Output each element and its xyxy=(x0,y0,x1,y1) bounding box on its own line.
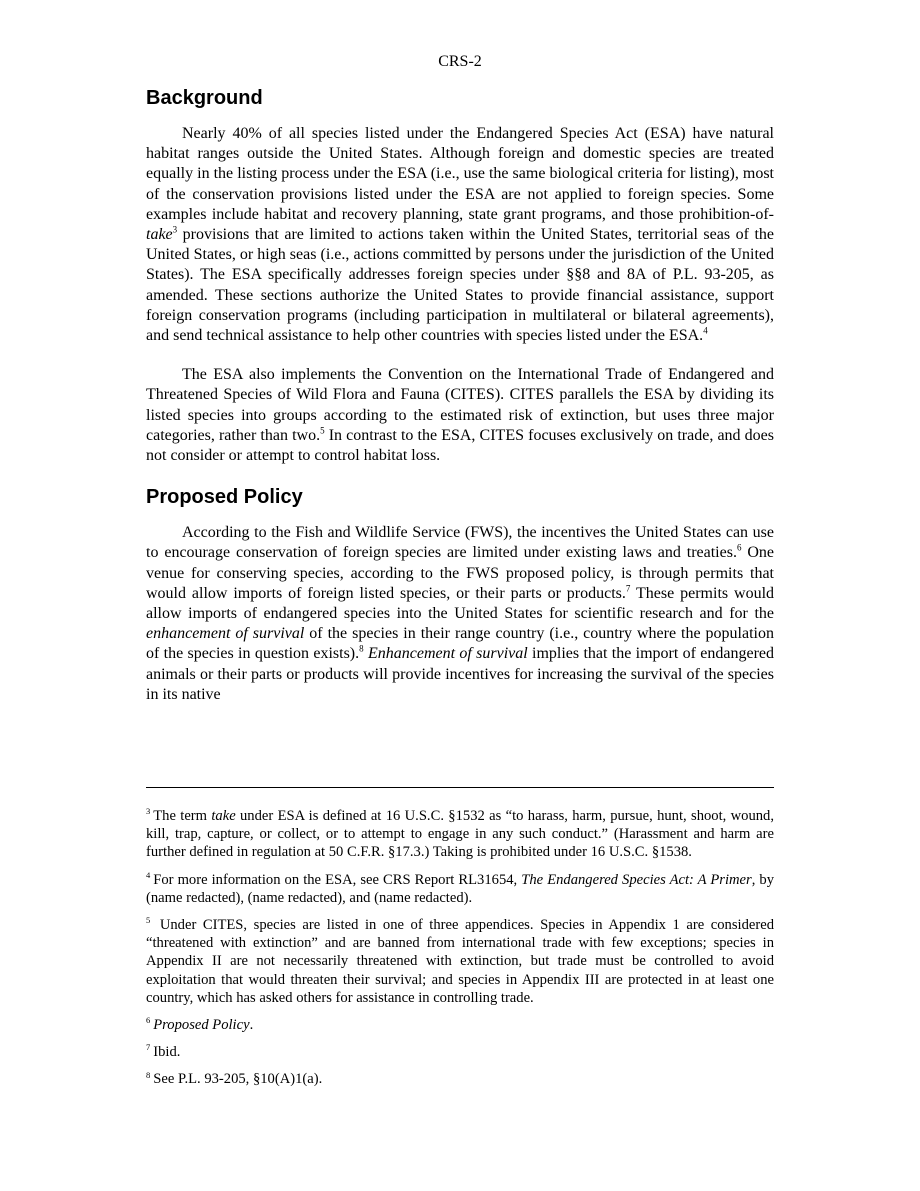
text-run: under ESA is defined at 16 U.S.C. §1532 as “to harass, harm, pursue, hunt, shoot, wound, kill, trap, capture, or collect, or to attempt to engage in any such conduct.” (Harassment and harm are further defined in regulation at 50 C.F.R. §17.3.) Taking is prohibited under 16 U.S.C. §1538. xyxy=(146,808,774,861)
footnote-4 xyxy=(146,871,774,907)
text-run: The term xyxy=(153,808,212,824)
section-proposed-policy xyxy=(146,485,774,705)
footnote-ref: 6 xyxy=(146,1015,151,1026)
footnote-8 xyxy=(146,1070,774,1088)
page-body xyxy=(146,52,774,705)
footnote-ref: 4 xyxy=(703,325,708,336)
text-run: Under CITES, species are listed in one of three appendices. Species in Appendix 1 are considered “threatened with extinction” and are banned from international trade with few exceptions; species in Appendix II are not necessarily threatened with extinction, but trade must be controlled to avoid exploitation that would threaten their survival; and species in Appendix III are protected in at least one country, which has asked others for assistance in controlling trade. xyxy=(146,917,774,1006)
text-run: See P.L. 93-205, §10(A)1(a). xyxy=(153,1071,323,1088)
paragraph xyxy=(146,523,774,705)
text-run: In contrast to the ESA, CITES focuses exclusively on trade, and does not consider or attempt to control habitat loss. xyxy=(146,426,775,465)
section-heading: Background xyxy=(146,87,263,109)
text-run: provisions that are limited to actions taken within the United States, territorial seas of the United States, or high seas (i.e., actions committed by persons under the jurisdiction of the United States). The ESA specifically addresses foreign species under §§8 and 8A of P.L. 93-205, as amended. These sections authorize the United States to provide financial assistance, support foreign conservation programs (including participation in multilateral or bilateral agreements), and send technical assistance to help other countries with species listed under the ESA. xyxy=(146,226,774,345)
text-run: For more information on the ESA, see CRS Report RL31654, xyxy=(153,871,522,888)
footnote-3 xyxy=(146,807,774,862)
footnote-ref: 7 xyxy=(625,583,631,594)
text-run: These permits would allow imports of endangered species into the United States for scientific research and for the xyxy=(146,584,775,623)
paragraph xyxy=(146,365,774,466)
footnote-ref: 8 xyxy=(359,644,364,655)
footnote-5 xyxy=(146,916,774,1007)
footnote-6 xyxy=(146,1016,774,1034)
footnote-ref: 3 xyxy=(146,806,151,817)
section-heading: Proposed Policy xyxy=(146,486,303,509)
footnotes xyxy=(146,807,774,1098)
italic-text: Enhancement of survival xyxy=(367,645,528,663)
text-run: Ibid. xyxy=(153,1044,181,1061)
text-run: The ESA also implements the Convention on the International Trade of Endangered and Threatened Species of Wild Flora and Fauna (CITES). CITES parallels the ESA by dividing its listed species into groups according to the estimated risk of extinction, but uses three major categories, rather than two. xyxy=(146,366,774,444)
text-run: , by (name redacted), (name redacted), and (name redacted). xyxy=(146,871,774,906)
italic-text: enhancement of survival xyxy=(146,625,305,643)
text-run: of the species in their range country (i.e., country where the population of the species in question exists). xyxy=(146,625,774,663)
footnote-ref: 4 xyxy=(146,869,151,880)
footnote-divider xyxy=(146,787,774,788)
text-run: Nearly 40% of all species listed under the Endangered Species Act (ESA) have natural habitat ranges outside the United States. Although foreign and domestic species are treated equally in the listing process under the ESA (i.e., use the same biological criteria for listing), most of the conservation provisions listed under the ESA are not applied to foreign species. Some examples include habitat and recovery planning, state grant programs, and those prohibition-of- xyxy=(146,125,774,223)
italic-text: Proposed Policy xyxy=(153,1017,250,1034)
footnote-7 xyxy=(146,1043,774,1061)
footnote-ref: 5 xyxy=(320,425,325,436)
footnote-ref: 7 xyxy=(146,1042,151,1053)
text-run: According to the Fish and Wildlife Service (FWS), the incentives the United States can use to encourage conservation of foreign species are limited under existing laws and treaties. xyxy=(146,524,774,562)
footnote-ref: 3 xyxy=(172,224,178,235)
section-background xyxy=(146,86,774,466)
italic-text: The Endangered Species Act: A Primer xyxy=(521,871,752,888)
text-run: One venue for conserving species, according to the FWS proposed policy, is through permits that would allow imports of foreign listed species, or their parts or products. xyxy=(146,544,775,602)
text-run: . xyxy=(249,1017,254,1034)
page-header: CRS-2 xyxy=(438,53,482,70)
paragraph xyxy=(146,124,774,346)
italic-text: take xyxy=(146,226,173,244)
footnote-ref: 5 xyxy=(146,915,151,926)
italic-text: take xyxy=(211,808,236,824)
footnote-ref: 6 xyxy=(736,543,742,554)
text-run: implies that the import of endangered animals or their parts or products will provide incentives for increasing the survival of the species in its native xyxy=(146,645,775,703)
footnote-ref: 8 xyxy=(146,1069,151,1080)
